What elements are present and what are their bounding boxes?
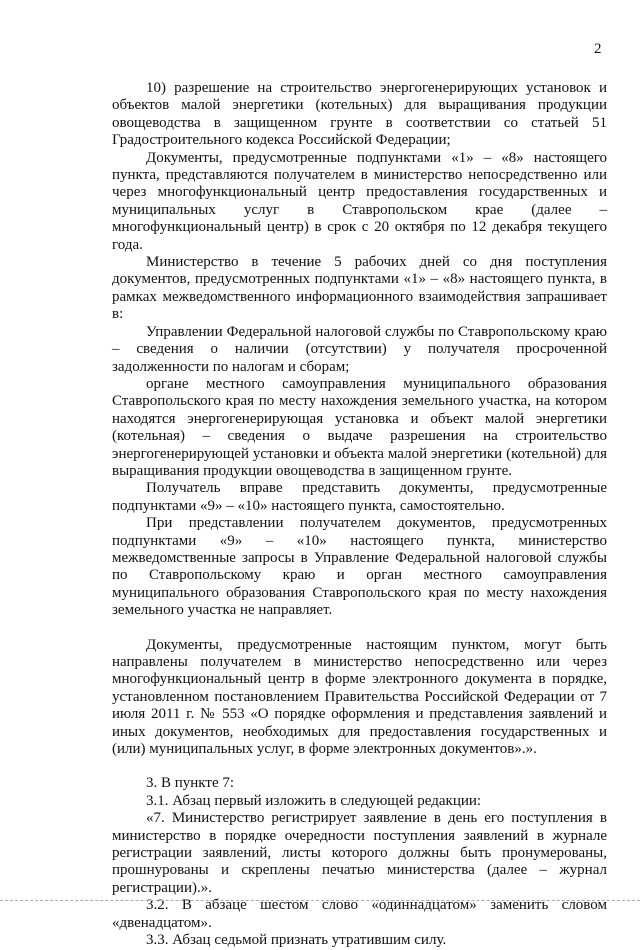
paragraph: Управлении Федеральной налоговой службы по Ставропольскому краю – сведения о наличии (отсутствии) у получателя просроченной задолженности по налогам и сборам; (112, 323, 607, 375)
page-number: 2 (594, 41, 602, 57)
paragraph: 10) разрешение на строительство энергогенерирующих установок и объектов малой энергетики (котельных) для выращивания продукции овощеводства в защищенном грунте в соответствии со статьей 51 Градостроительного кодекса Российской Федерации; (112, 80, 607, 149)
paragraph: Получатель вправе представить документы, предусмотренные подпунктами «9» – «10» настоящего пункта, самостоятельно. (112, 480, 607, 514)
paragraph: Министерство в течение 5 рабочих дней со дня поступления документов, предусмотренных подпунктами «1» – «8» настоящего пункта, в рамках межведомственного информационного взаимодействия запрашивает в: (112, 254, 607, 323)
paragraph: Документы, предусмотренные настоящим пунктом, могут быть направлены получателем в министерство непосредственно или через многофункциональный центр в форме электронного документа в порядке, установленном постановлением Правительства Российской Федерации от 7 июля 2011 г. № 553 «О порядке оформления и представления заявлений и иных документов, необходимых для предоставления государственных и (или) муниципальных услуг, в форме электронных документов».». (112, 636, 607, 758)
document-body (112, 80, 607, 950)
section-heading: 3. В пункте 7: (146, 775, 235, 792)
paragraph: Документы, предусмотренные подпунктами «1» – «8» настоящего пункта, представляются получателем в министерство непосредственно или через многофункциональный центр предоставления государственных и муниципальных услуг в Ставропольском крае (далее – многофункциональный центр) в срок с 20 октября по 12 декабря текущего года. (112, 149, 607, 253)
paragraph: органе местного самоуправления муниципального образования Ставропольского края по месту нахождения земельного участка, на котором находятся энергогенерирующая установка и объект малой энергетики (котельная) – сведения о выдаче разрешения на строительство энергогенерирующей установки и объекта малой энергетики (котельной) для выращивания продукции овощеводства в защищенном грунте. (112, 375, 607, 479)
paragraph: 3.3. Абзац седьмой признать утратившим силу. (146, 932, 447, 949)
paragraph: 3.2. В абзаце шестом слово «одиннадцатом» заменить словом «двенадцатом». (112, 897, 607, 931)
page-bottom-divider (0, 900, 640, 902)
paragraph: 3.1. Абзац первый изложить в следующей редакции: (146, 792, 482, 809)
paragraph: «7. Министерство регистрирует заявление в день его поступления в министерство в порядке очередности поступления заявлений в журнале регистрации заявлений, листы которого должны быть пронумерованы, прошнурованы и скреплены печатью министерства (далее – журнал регистрации).». (112, 810, 607, 896)
paragraph: При представлении получателем документов, предусмотренных подпунктами «9» – «10» настоящего пункта, министерство межведомственные запросы в Управление Федеральной налоговой службы по Ставропольскому краю и орган местного самоуправления муниципального образования Ставропольского края по месту нахождения земельного участка не направляет. (112, 515, 607, 619)
